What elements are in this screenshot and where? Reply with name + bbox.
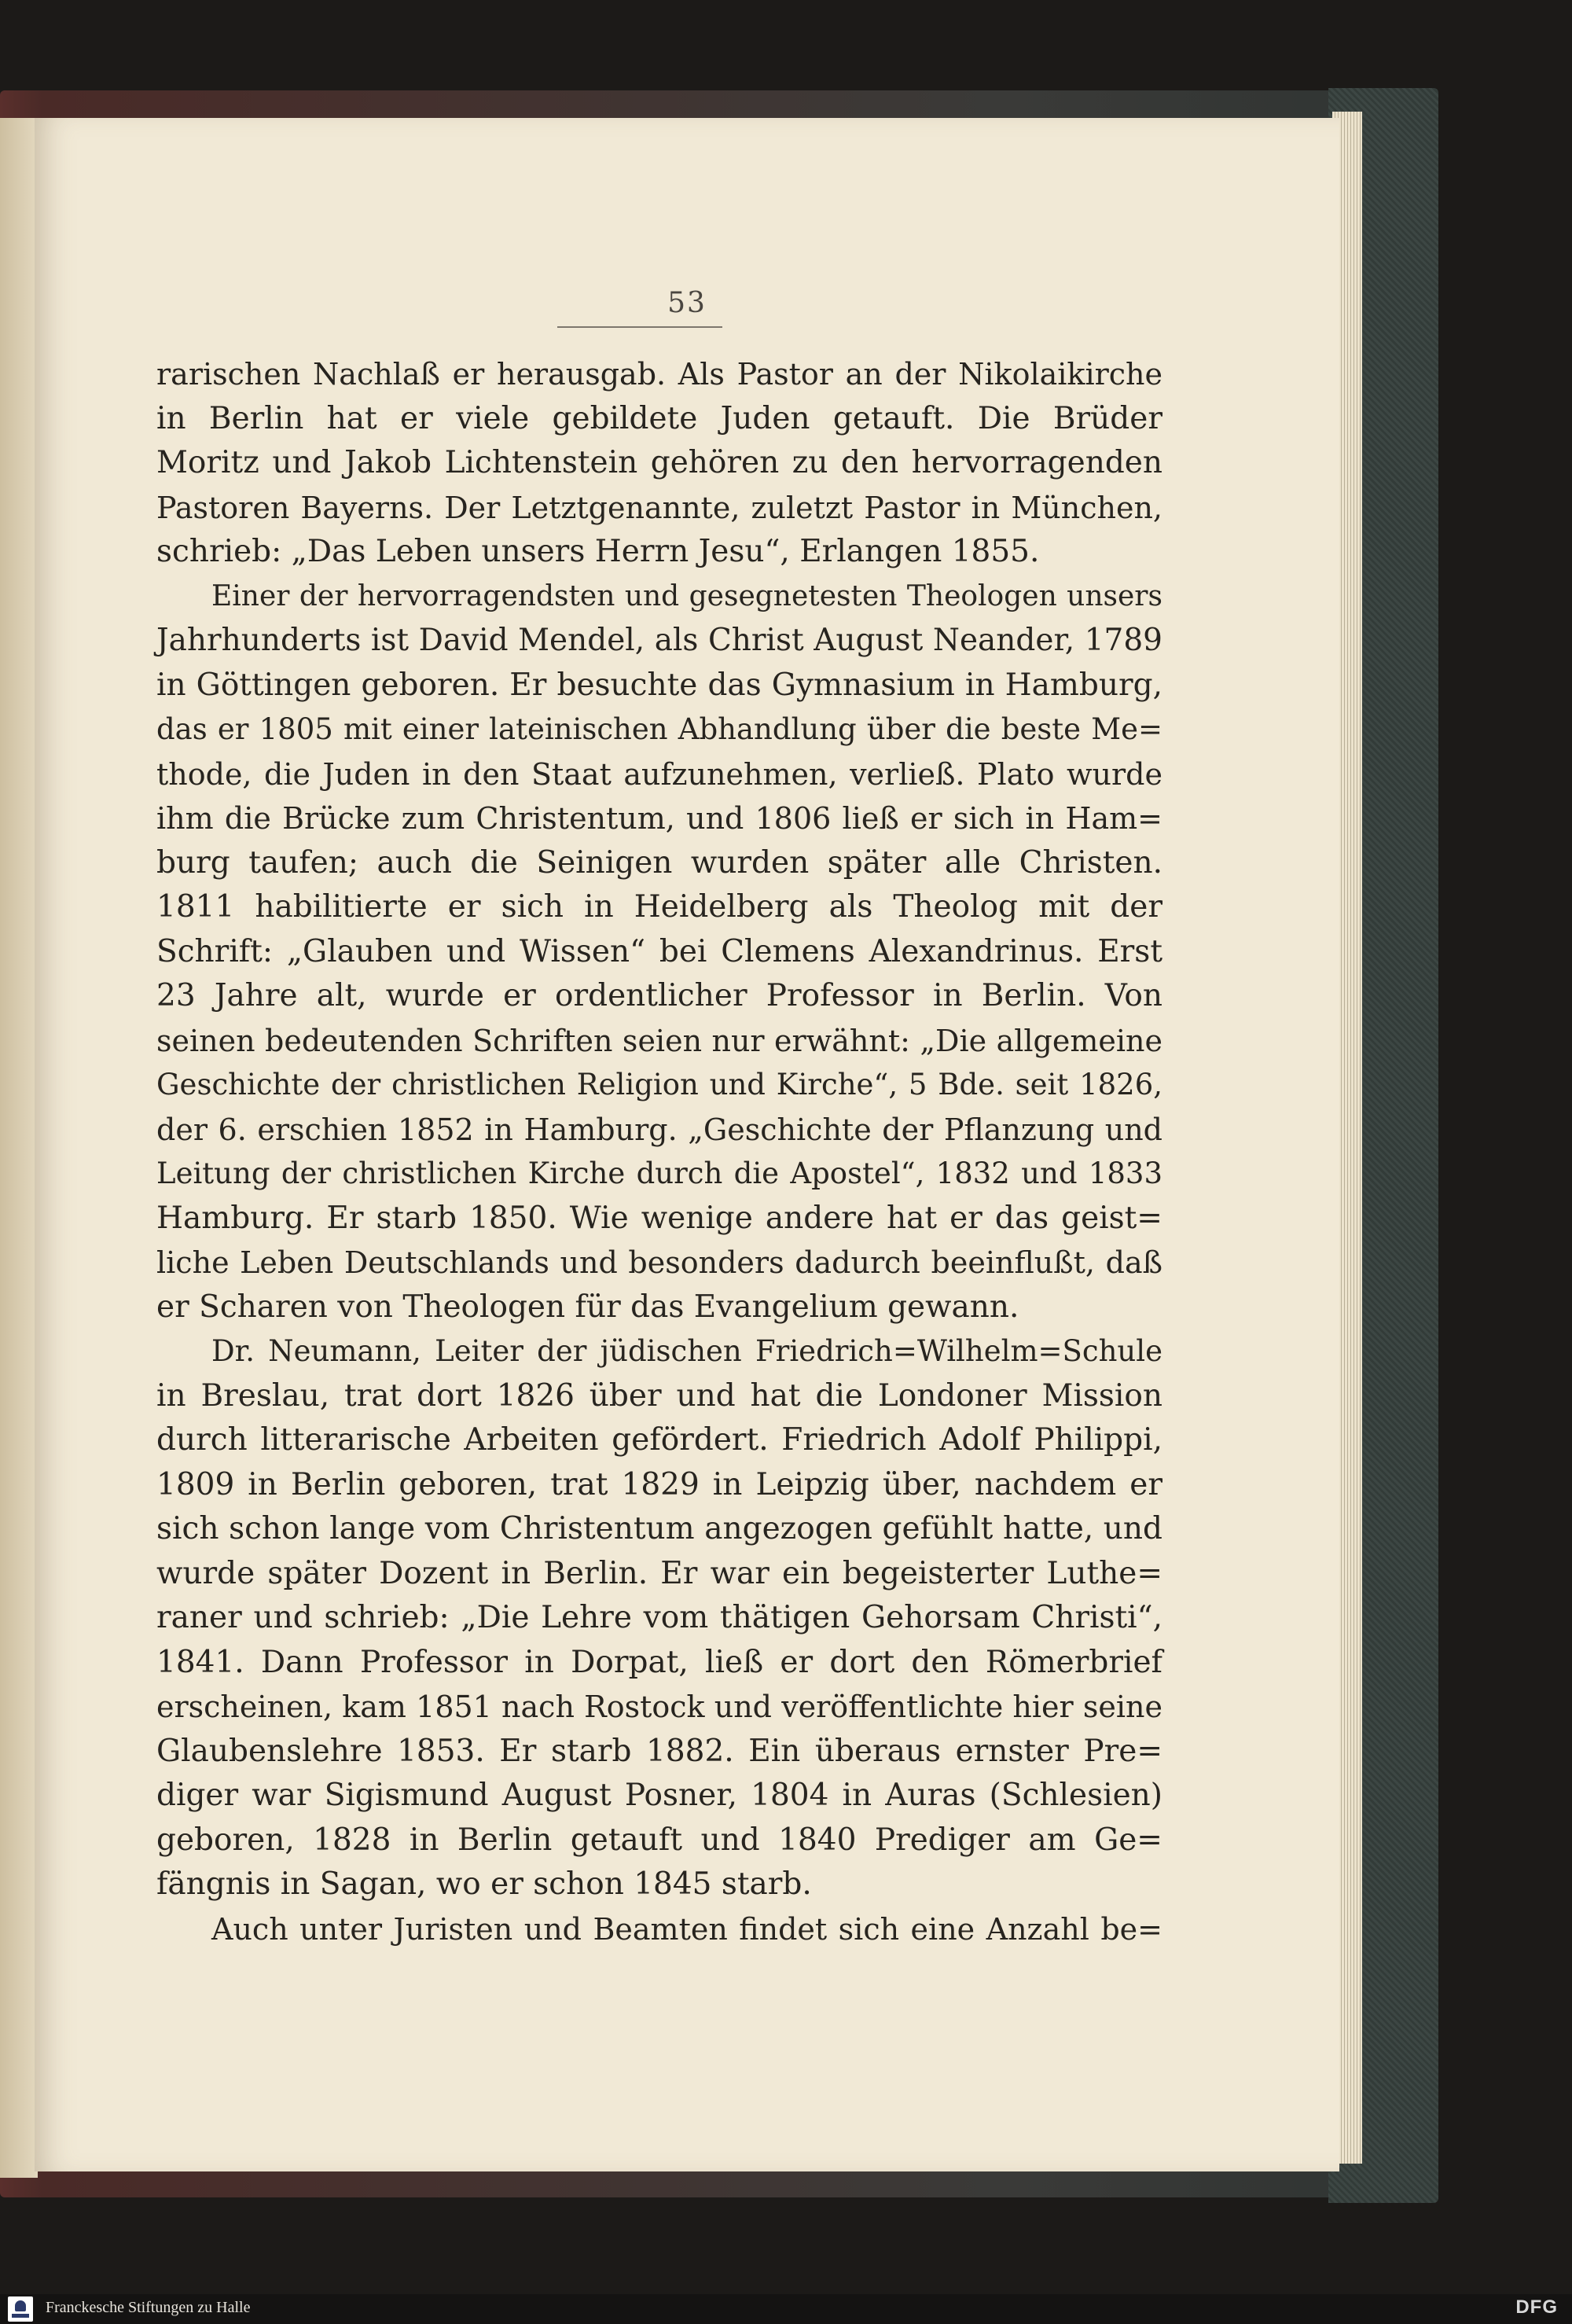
text-line: Auch unter Juristen und Beamten findet sich eine Anzahl be= — [211, 1911, 1162, 1947]
footer-institution: Franckesche Stiftungen zu Halle — [46, 2299, 251, 2316]
text-line: er Scharen von Theologen für das Evangelium gewann. — [156, 1289, 1019, 1325]
dfg-logo: DFG — [1515, 2296, 1558, 2318]
text-line: burg taufen; auch die Seinigen wurden später alle Christen. — [156, 844, 1162, 881]
text-line: durch litterarische Arbeiten gefördert. Friedrich Adolf Philippi, — [156, 1422, 1162, 1458]
text-line: fängnis in Sagan, wo er schon 1845 starb. — [156, 1866, 812, 1902]
book-page — [35, 118, 1339, 2171]
text-line: Hamburg. Er starb 1850. Wie wenige andere hat er das geist= — [156, 1200, 1162, 1236]
text-line: Geschichte der christlichen Religion und Kirche“, 5 Bde. seit 1826, — [156, 1068, 1162, 1101]
text-line: in Göttingen geboren. Er besuchte das Gymnasium in Hamburg, — [156, 667, 1162, 703]
page-number-rule — [557, 326, 722, 328]
text-line: thode, die Juden in den Staat aufzunehmen, verließ. Plato wurde — [156, 756, 1162, 792]
text-line: Pastoren Bayerns. Der Letztgenannte, zuletzt Pastor in München, — [156, 490, 1162, 525]
text-line: der 6. erschien 1852 in Hamburg. „Geschichte der Pflanzung und — [156, 1112, 1162, 1147]
text-line: in Berlin hat er viele gebildete Juden getauft. Die Brüder — [156, 400, 1162, 436]
text-line: raner und schrieb: „Die Lehre vom thätigen Gehorsam Christi“, — [156, 1600, 1162, 1635]
text-line: geboren, 1828 in Berlin getauft und 1840 Prediger am Ge= — [156, 1822, 1162, 1858]
left-page-edge — [0, 118, 38, 2178]
text-line: wurde später Dozent in Berlin. Er war ein begeisterter Luthe= — [156, 1555, 1162, 1591]
text-line: Leitung der christlichen Kirche durch die Apostel“, 1832 und 1833 — [156, 1156, 1162, 1190]
text-line: 23 Jahre alt, wurde er ordentlicher Professor in Berlin. Von — [156, 978, 1162, 1013]
text-line: 1811 habilitierte er sich in Heidelberg als Theolog mit der — [156, 889, 1162, 925]
text-line: Jahrhunderts ist David Mendel, als Christ August Neander, 1789 — [156, 623, 1162, 658]
text-line: diger war Sigismund August Posner, 1804 in Auras (Schlesien) — [156, 1778, 1162, 1813]
text-line: sich schon lange vom Christentum angezogen gefühlt hatte, und — [156, 1511, 1162, 1546]
text-line: Moritz und Jakob Lichtenstein gehören zu den hervorragenden — [156, 445, 1162, 480]
text-line: in Breslau, trat dort 1826 über und hat die Londoner Mission — [156, 1377, 1162, 1414]
page-number: 53 — [667, 287, 707, 319]
text-line: Glaubenslehre 1853. Er starb 1882. Ein überaus ernster Pre= — [156, 1733, 1162, 1769]
text-line: ihm die Brücke zum Christentum, und 1806 ließ er sich in Ham= — [156, 801, 1162, 836]
page-text-block — [156, 352, 1162, 1951]
text-line: 1841. Dann Professor in Dorpat, ließ er dort den Römerbrief — [156, 1644, 1162, 1680]
franckesche-logo-icon — [8, 2296, 33, 2322]
text-line: Einer der hervorragendsten und gesegnetesten Theologen unsers — [211, 579, 1162, 612]
text-line: Dr. Neumann, Leiter der jüdischen Friedrich=Wilhelm=Schule — [211, 1334, 1162, 1368]
text-line: das er 1805 mit einer lateinischen Abhandlung über die beste Me= — [156, 712, 1162, 746]
text-line: erscheinen, kam 1851 nach Rostock und veröffentlichte hier seine — [156, 1690, 1162, 1724]
text-line: rarischen Nachlaß er herausgab. Als Pastor an der Nikolaikirche — [156, 357, 1162, 392]
text-line: seinen bedeutenden Schriften seien nur erwähnt: „Die allgemeine — [156, 1023, 1162, 1058]
text-line: schrieb: „Das Leben unsers Herrn Jesu“, Erlangen 1855. — [156, 534, 1040, 569]
text-line: Schrift: „Glauben und Wissen“ bei Clemens Alexandrinus. Erst — [156, 933, 1162, 969]
text-line: 1809 in Berlin geboren, trat 1829 in Leipzig über, nachdem er — [156, 1466, 1162, 1502]
text-line: liche Leben Deutschlands und besonders dadurch beeinflußt, daß — [156, 1245, 1162, 1280]
